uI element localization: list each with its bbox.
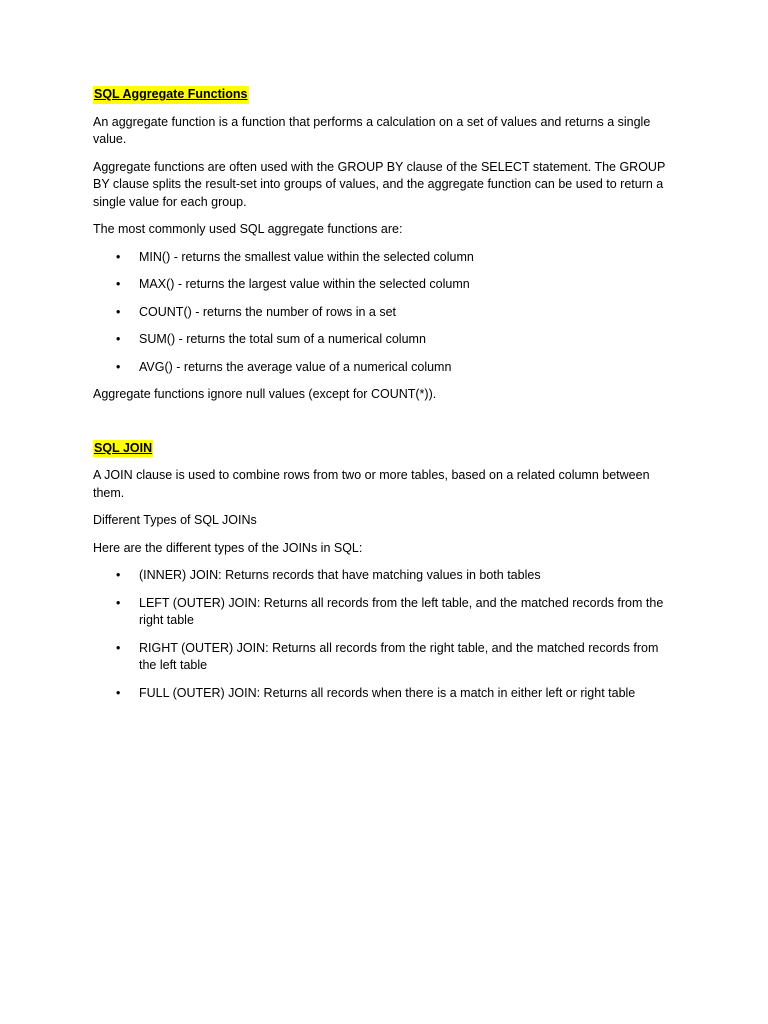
list-item: • LEFT (OUTER) JOIN: Returns all records from the left table, and the matched records from the right table: [139, 595, 679, 630]
aggregate-function-list: [93, 249, 679, 377]
join-section: [93, 440, 679, 703]
join-heading: SQL JOIN: [93, 440, 153, 458]
list-item: • MAX() - returns the largest value within the selected column: [139, 276, 679, 294]
list-item: • FULL (OUTER) JOIN: Returns all records when there is a match in either left or right table: [139, 685, 679, 703]
list-item: • RIGHT (OUTER) JOIN: Returns all records from the right table, and the matched records from the left table: [139, 640, 679, 675]
join-paragraph-2: Different Types of SQL JOINs: [93, 513, 257, 527]
join-paragraph-1: A JOIN clause is used to combine rows from two or more tables, based on a related column between them.: [93, 468, 650, 500]
list-item: • COUNT() - returns the number of rows in a set: [139, 304, 679, 322]
list-item: • (INNER) JOIN: Returns records that have matching values in both tables: [139, 567, 679, 585]
aggregate-heading: SQL Aggregate Functions: [93, 86, 249, 104]
section-spacer: [93, 414, 679, 440]
aggregate-paragraph-1: An aggregate function is a function that performs a calculation on a set of values and returns a single value.: [93, 114, 651, 146]
list-item: • AVG() - returns the average value of a numerical column: [139, 359, 679, 377]
list-item: • SUM() - returns the total sum of a numerical column: [139, 331, 679, 349]
aggregate-section: [93, 86, 679, 404]
aggregate-paragraph-2: Aggregate functions are often used with the GROUP BY clause of the SELECT statement. The GROUP BY clause splits the result-set into groups of values, and the aggregate function can be used to return a single value for each group.: [93, 159, 666, 209]
aggregate-paragraph-4: Aggregate functions ignore null values (except for COUNT(*)).: [93, 387, 437, 401]
join-paragraph-3: Here are the different types of the JOINs in SQL:: [93, 540, 363, 555]
join-type-list: [93, 567, 679, 702]
list-item: • MIN() - returns the smallest value within the selected column: [139, 249, 679, 267]
document-page: [93, 86, 679, 712]
aggregate-paragraph-3: The most commonly used SQL aggregate functions are:: [93, 222, 403, 236]
